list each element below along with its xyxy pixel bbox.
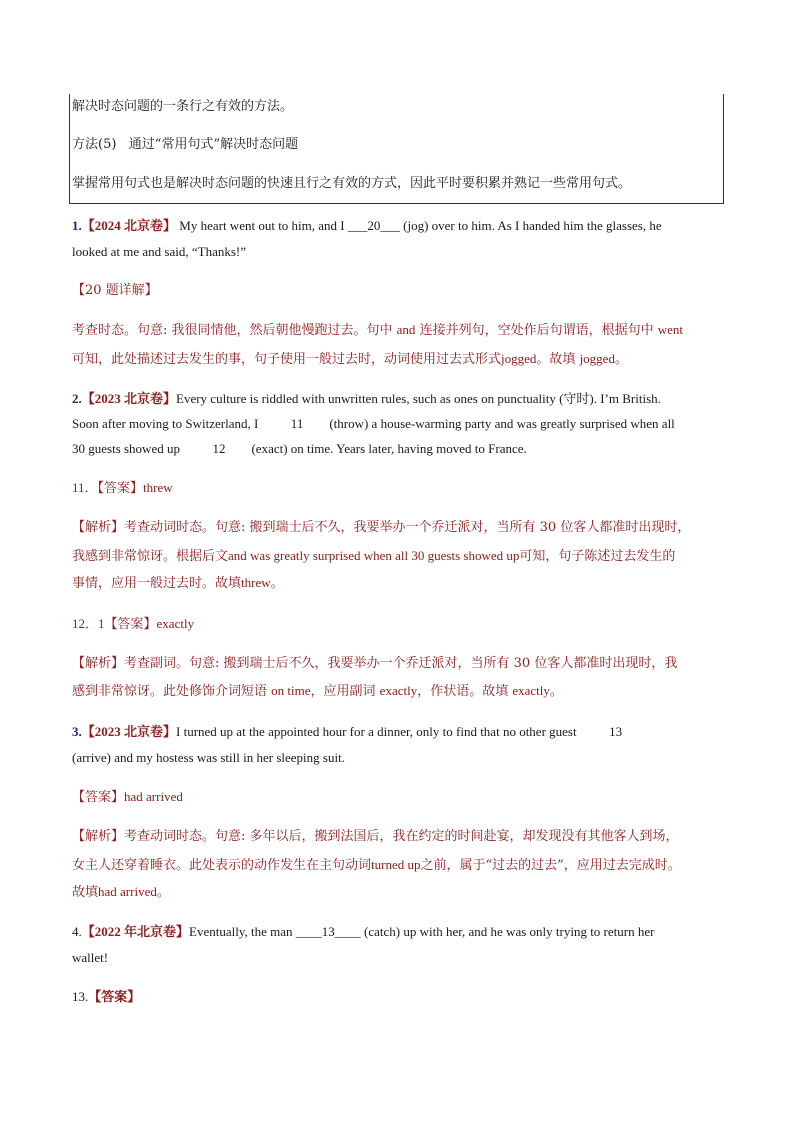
answer-label: 【答案】 [72,789,125,804]
question-2 [72,390,661,408]
answer-value: threw [143,480,173,495]
explain-label: 【解析】 [72,520,125,535]
explain-english: threw [241,575,271,590]
answer-label: 【答案】 [97,480,144,495]
question-1-text-b: looked at me and said, “Thanks!” [72,244,246,259]
answer-11-explain-a [72,519,690,537]
question-2-text-a: Every culture is riddled with unwritten rules, such as ones on punctuality (守时). I’m British. [176,391,661,406]
question-1-source: 【2024 北京卷】 [81,218,177,233]
explain-english: jogged [579,351,615,366]
explain-text: 可知，此处描述过去发生的事，句子使用一般过去时，动词使用过去式形式 [72,352,502,367]
explain-english: exactly [512,683,550,698]
question-1-explain-a [72,321,683,340]
box-line-3: 掌握常用句式也是解决时态问题的快速且行之有效的方式，因此平时要积累并熟记一些常用句式。 [72,176,632,191]
explain-label: 【解析】 [72,829,125,844]
explain-text: 考查副词。句意: 搬到瑞士后不久，我要举办一个乔迁派对，当所有 30 位客人都准时出现时，我 [124,656,678,671]
answer-12-explain-b [72,682,563,701]
explain-text: 。 [156,885,170,900]
question-1-detail-label: 【20 题详解】 [72,283,158,298]
explain-english: exactly [379,683,418,698]
question-1-explain-b [72,350,628,369]
explain-text: 考查动词时态。句意: 搬到瑞士后不久，我要举办一个乔迁派对，当所有 30 位客人都准时出现时， [124,520,691,535]
explain-text: 考查动词时态。句意: 多年以后，搬到法国后，我在约定的时间赴宴，却发现没有其他客人到场， [124,829,679,844]
explain-english: on time [271,683,311,698]
question-2-number: 2. [72,391,82,406]
explain-english: jogged [501,351,537,366]
box-line-1: 解决时态问题的一条行之有效的方法。 [72,99,294,114]
question-3-explain-c [72,883,170,902]
explain-text: ，应用副词 [310,684,376,699]
question-2-text-b: Soon after moving to Switzerland, I 11 (throw) a house-warming party and was greatly surprised when all [72,416,675,431]
answer-12 [72,615,194,633]
answer-number: 12．1 [72,616,105,631]
question-1 [72,217,662,235]
explain-english: and was greatly surprised when all 30 guests showed up [228,548,520,563]
question-2-source: 【2023 北京卷】 [81,391,177,406]
answer-11-explain-b [72,547,675,566]
question-1-text-a: My heart went out to him, and I ___20___ (jog) over to him. As I handed him the glasses, he [179,218,662,233]
explain-text: 考查时态。句意: 我很同情他，然后朝他慢跑过去。句中 [72,323,393,338]
answer-value: exactly [156,616,195,631]
answer-13-q3 [72,788,183,806]
explain-text: 女主人还穿着睡衣。此处表示的动作发生在主句动词 [72,858,372,873]
question-3-explain-b [72,856,681,875]
explain-text: ，作状语。故填 [417,684,509,699]
answer-13-q4 [72,988,140,1006]
explain-label: 【解析】 [72,656,125,671]
answer-11 [72,479,173,497]
answer-label: 【答案】 [88,989,141,1004]
question-3 [72,723,622,741]
explain-text: 可知，句子陈述过去发生的 [519,549,676,564]
explain-english: and [396,322,416,337]
question-4-source: 【2022 年北京卷】 [81,924,190,939]
answer-number: 11． [72,480,98,495]
explain-text: 。 [270,576,284,591]
question-2-text-c: 30 guests showed up 12 (exact) on time. Years later, having moved to France. [72,441,527,456]
explain-text: 我感到非常惊讶。根据后文 [72,549,229,564]
explain-text: 连接并列句，空处作后句谓语，根据句中 [419,323,654,338]
explain-text: 。故填 [536,352,576,367]
question-1-number: 1. [72,218,82,233]
question-4-text-a: Eventually, the man ____13____ (catch) up with her, and he was only trying to return her [189,924,655,939]
question-3-number: 3. [72,724,82,739]
explain-text: 。 [614,352,628,367]
question-3-text-b: (arrive) and my hostess was still in her sleeping suit. [72,750,345,765]
answer-number: 13. [72,989,89,1004]
question-3-text-a: I turned up at the appointed hour for a dinner, only to find that no other guest 13 [176,724,623,739]
answer-11-explain-c [72,574,284,593]
answer-value: had arrived [124,789,183,804]
question-4-number: 4. [72,924,82,939]
explain-english: went [657,322,684,337]
explain-english: turned up [371,857,421,872]
explain-english: had arrived [98,884,157,899]
explain-text: 。 [549,684,563,699]
question-4 [72,923,654,941]
question-3-source: 【2023 北京卷】 [81,724,177,739]
explain-text: 感到非常惊讶。此处修饰介词短语 [72,684,268,699]
explain-text: 故填 [72,885,99,900]
answer-label: 【答案】 [104,616,157,631]
explain-text: 事情，应用一般过去时。故填 [72,576,242,591]
answer-12-explain-a [72,655,677,673]
question-4-text-b: wallet! [72,950,109,965]
box-line-2: 方法(5) 通过“常用句式”解决时态问题 [72,137,299,152]
explain-text: 之前，属于“过去的过去”，应用过去完成时。 [420,858,681,873]
question-3-explain-a [72,828,679,846]
